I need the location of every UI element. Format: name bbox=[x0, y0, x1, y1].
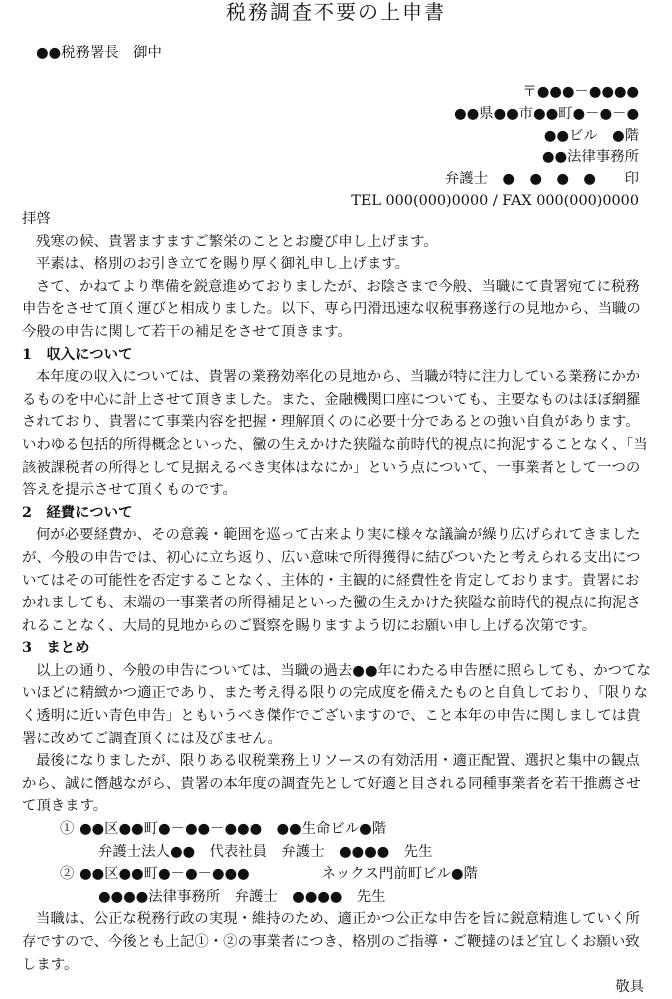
address-line-2: ●●ビル ●階 bbox=[543, 127, 639, 144]
paragraph-2: 平素は、格別のお引き立てを賜り厚く御礼申し上げます。 bbox=[36, 256, 410, 273]
office-name: ●●法律事務所 bbox=[541, 149, 639, 166]
section-text-expenses: 何が必要経費か、その意義・範囲を巡って古来より実に様々な議論が繰り広げられてきましたが、今般の申告では、初心に立ち返り、広い意味で所得獲得に結びついたと考えられる支出についてはその可能性を否定することなく、主体的・主観的に経費性を肯定しております。貴署におかれましても、末端の一事業者の所得補足といった黴の生えかけた狭隘な前時代的視点に拘泥されることなく、大局的見地からのご賢察を賜りますよう切にお願い申し上げる次第です。 bbox=[22, 527, 641, 634]
recommendation-1 bbox=[22, 818, 652, 841]
section-heading-summary: 3 まとめ bbox=[22, 639, 90, 657]
address-line-1: ●●県●●市●●町●－●－● bbox=[454, 105, 639, 122]
sender-block bbox=[351, 82, 639, 213]
postal-code: 〒●●●－●●●● bbox=[522, 84, 639, 100]
recommendation-2 bbox=[22, 863, 652, 886]
section-text-summary-2: 最後になりましたが、限りある収税業務上リソースの有効活用・適正配置、選択と集中の観点から、誠に僭越ながら、貴署の本年度の調査先として好適と目される同種事業者を若干推薦させて頂きます。 bbox=[22, 753, 641, 815]
section-heading-expenses: 2 経費について bbox=[22, 503, 133, 521]
recommendation-number: ② bbox=[60, 866, 75, 883]
section-text-summary: 以上の通り、今般の申告については、当職の過去●●年にわたる申告歴に照らしても、かつてないほどに精緻かつ適正であり、また考え得る限りの完成度を備えたものと自負しており、「限りなく透明に近い青色申告」ともいうべき傑作でございますので、こと本年の申告に関しましては貴署に改めてご調査頂くには及びません。 bbox=[22, 662, 651, 747]
section-text-income: 本年度の収入については、貴署の業務効率化の見地から、当職が特に注力している業務にかかるものを中心に計上させて頂きました。また、金融機関口座についても、主要なものはほぼ網羅されており、貴署にて事業内容を把握・理解頂くのに必要十分であるとの強い自負があります。いわゆる包括的所得概念といった、黴の生えかけた狭隘な前時代的視点に拘泥することなく、「当該被課税者の所得として見据えるべき実体はなにか」という点について、一事業者として一つの答えを提示させて頂くものです。 bbox=[22, 369, 648, 499]
paragraph-3: さて、かねてより準備を鋭意進めておりましたが、お陰さまで今般、当職にて貴署宛てに税務申告をさせて頂く運びと相成りました。以下、専ら円滑迅速な収税事務遂行の見地から、当職の今般の申告に関して若干の補足をさせて頂きます。 bbox=[22, 278, 641, 340]
recommendation-address: ●●区●●町●－●●－●●● ●●生命ビル●階 bbox=[78, 821, 387, 838]
closing-salutation: 敬具 bbox=[615, 979, 644, 996]
recommendation-number: ① bbox=[60, 821, 75, 838]
paragraph-1: 残寒の候、貴署ますますご繁栄のこととお慶び申し上げます。 bbox=[36, 233, 438, 250]
recommendation-address: ●●区●●町●－●－●●● ネックス門前町ビル●階 bbox=[78, 866, 478, 883]
document-title: 税務調査不要の上申書 bbox=[226, 0, 446, 24]
recommendation-1-detail: 弁護士法人●● 代表社員 弁護士 ●●●● 先生 bbox=[98, 843, 433, 860]
contact-numbers: TEL 000(000)0000 / FAX 000(000)0000 bbox=[351, 192, 639, 209]
addressee: ●●税務署長 御中 bbox=[36, 45, 162, 61]
opening-salutation: 拝啓 bbox=[22, 211, 51, 227]
final-paragraph: 当職は、公正な税務行政の実現・維持のため、適正かつ公正な申告を旨に鋭意精進していく所存ですので、今後とも上記①・②の事業者につき、格別のご指導・ご鞭撻のほど宜しくお願い致します。 bbox=[22, 911, 640, 973]
recommendation-2-detail: ●●●●法律事務所 弁護士 ●●●● 先生 bbox=[98, 888, 386, 905]
section-heading-income: 1 収入について bbox=[22, 345, 133, 363]
lawyer-name: 弁護士 ● ● ● ● 印 bbox=[444, 171, 639, 188]
letter-body bbox=[22, 208, 652, 999]
